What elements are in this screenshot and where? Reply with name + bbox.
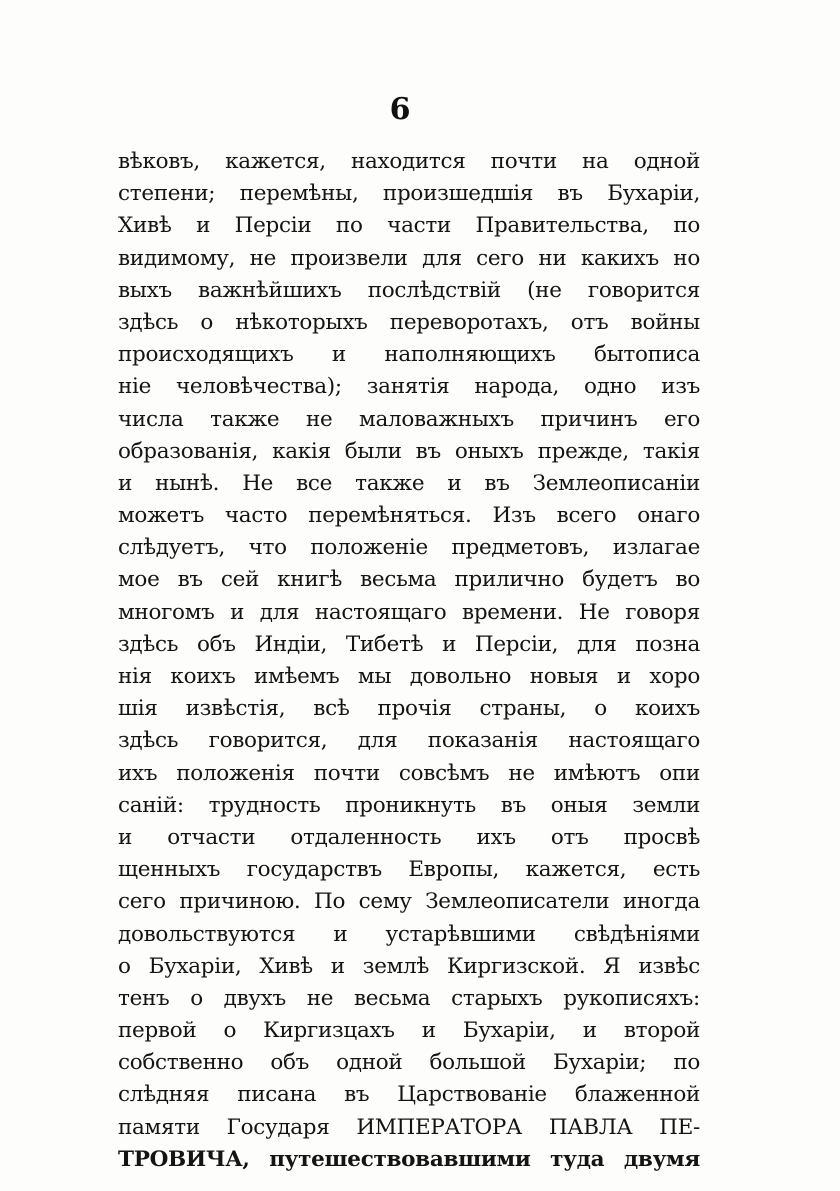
text-line: о Бухаріи, Хивѣ и землѣ Киргизской. Я извѣс (118, 953, 700, 979)
text-line: Хивѣ и Персіи по части Правительства, по (118, 213, 700, 239)
text-line: здѣсь о нѣкоторыхъ переворотахъ, отъ войны (118, 309, 700, 335)
text-line: образованія, какія были въ оныхъ прежде, такія (118, 438, 700, 464)
text-line: слѣдуетъ, что положеніе предметовъ, излагае (118, 535, 700, 561)
text-line: видимому, не произвели для сего ни какихъ но (118, 245, 700, 271)
page-number: 6 (389, 92, 411, 127)
text-line: мое въ сей книгѣ весьма прилично будетъ во (118, 567, 700, 593)
text-line: и нынѣ. Не все также и въ Землеописаніи (118, 470, 700, 496)
text-line: выхъ важнѣйшихъ послѣдствій (не говорится (118, 277, 700, 303)
text-line: здѣсь говорится, для показанія настоящаго (118, 728, 700, 754)
text-line: шія извѣстія, всѣ прочія страны, о коихъ (118, 696, 700, 722)
text-line: саній: трудность проникнуть въ оныя земли (118, 792, 700, 818)
text-line: ніе человѣчества); занятія народа, одно изъ (118, 374, 700, 400)
text-line: довольствуются и устарѣвшими свѣдѣніями (118, 921, 700, 947)
text-line: тенъ о двухъ не весьма старыхъ рукописяхъ: (118, 985, 700, 1011)
text-line: первой о Киргизцахъ и Бухаріи, и второй (118, 1018, 700, 1044)
text-line: сего причиною. По сему Землеописатели иногда (118, 889, 700, 915)
text-line: степени; перемѣны, произшедшія въ Бухаріи, (118, 181, 700, 207)
text-line: вѣковъ, кажется, находится почти на одной (118, 149, 700, 174)
text-line: нія коихъ имѣемъ мы довольно новыя и хоро (118, 664, 700, 689)
text-line: числа также не маловажныхъ причинъ его (118, 406, 700, 432)
text-line: ТРОВИЧА, путешествовавшими туда двумя (118, 1146, 700, 1172)
text-line: можетъ часто перемѣняться. Изъ всего онаго (118, 503, 700, 529)
text-line: здѣсь объ Индіи, Тибетѣ и Персіи, для позна (118, 631, 700, 657)
text-line: собственно объ одной большой Бухаріи; по (118, 1050, 700, 1076)
text-line: памяти Государя ИМПЕРАТОРА ПАВЛА ПЕ- (118, 1114, 700, 1140)
body-text (118, 146, 700, 1176)
text-line: щенныхъ государствъ Европы, кажется, есть (118, 857, 700, 883)
text-line: и отчасти отдаленность ихъ отъ просвѣ (118, 824, 700, 850)
text-line: ихъ положенія почти совсѣмъ не имѣютъ опи (118, 760, 700, 786)
text-line: многомъ и для настоящаго времени. Не говоря (118, 599, 700, 625)
text-line: происходящихъ и наполняющихъ бытописа (118, 342, 700, 368)
text-line: слѣдняя писана въ Царствованіе блаженной (118, 1082, 700, 1108)
